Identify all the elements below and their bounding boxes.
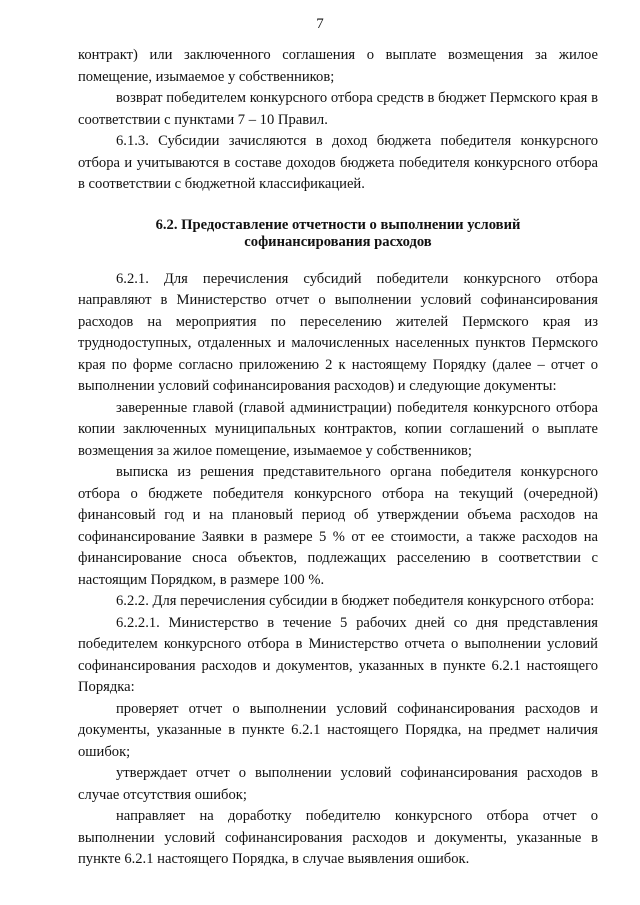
paragraph-6-2-2: 6.2.2. Для перечисления субсидии в бюджет победителя конкурсного отбора: bbox=[116, 593, 595, 609]
paragraph-certified-copies: заверенные главой (главой администрации) победителя конкурсного отбора копии заключенных муниципальных контрактов, копии соглашений о выплате возмещения за жилое помещение, изымаемое у собственников; bbox=[78, 399, 598, 459]
paragraph-6-2-2-1: 6.2.2.1. Министерство в течение 5 рабочих дней со дня представления победителем конкурсного отбора в Министерство отчета о выполнении условий софинансирования расходов и документов, указанных в пункте 6.2.1 настоящего Порядка: bbox=[78, 614, 598, 695]
page-number: 7 bbox=[316, 16, 324, 32]
section-heading-line-2: софинансирования расходов bbox=[244, 233, 432, 250]
document-body bbox=[78, 45, 598, 871]
paragraph-6-1-3: 6.1.3. Субсидии зачисляются в доход бюджета победителя конкурсного отбора и учитываются в составе доходов бюджета победителя конкурсного отбора в соответствии с бюджетной классификацией. bbox=[78, 133, 598, 192]
section-heading-6-2 bbox=[78, 217, 598, 251]
paragraph-continuation: контракт) или заключенного соглашения о выплате возмещения за жилое помещение, изымаемое у собственников; bbox=[78, 47, 598, 85]
paragraph-checks-report: проверяет отчет о выполнении условий софинансирования расходов и документы, указанные в пункте 6.2.1 настоящего Порядка, на предмет наличия ошибок; bbox=[78, 700, 598, 760]
paragraph-refund: возврат победителем конкурсного отбора средств в бюджет Пермского края в соответствии с пунктами 7 – 10 Правил. bbox=[78, 90, 598, 128]
paragraph-6-2-1: 6.2.1. Для перечисления субсидий победители конкурсного отбора направляют в Министерство отчет о выполнении условий софинансирования расходов на мероприятия по переселению жителей Пермского края из труднодоступных, отдаленных и малочисленных населенных пунктов Пермского края по форме согласно приложению 2 к настоящему Порядку (далее – отчет о выполнении условий софинансирования расходов) и следующие документы: bbox=[78, 270, 598, 394]
section-heading-line-1: 6.2. Предоставление отчетности о выполнении условий bbox=[155, 216, 521, 233]
paragraph-budget-extract: выписка из решения представительного органа победителя конкурсного отбора о бюджете победителя конкурсного отбора на текущий (очередной) финансовый год и на плановый период об утверждении объема расходов на софинансирование Заявки в размере 5 % от ее стоимости, а также расходов на финансирование сноса объектов, подлежащих расселению в соответствии с настоящим Порядком, в размере 100 %. bbox=[78, 464, 598, 588]
paragraph-approves-report: утверждает отчет о выполнении условий софинансирования расходов в случае отсутствия ошибок; bbox=[78, 765, 598, 803]
paragraph-returns-for-revision: направляет на доработку победителю конкурсного отбора отчет о выполнении условий софинансирования расходов и документы, указанные в пункте 6.2.1 настоящего Порядка, в случае выявления ошибок. bbox=[78, 808, 598, 867]
